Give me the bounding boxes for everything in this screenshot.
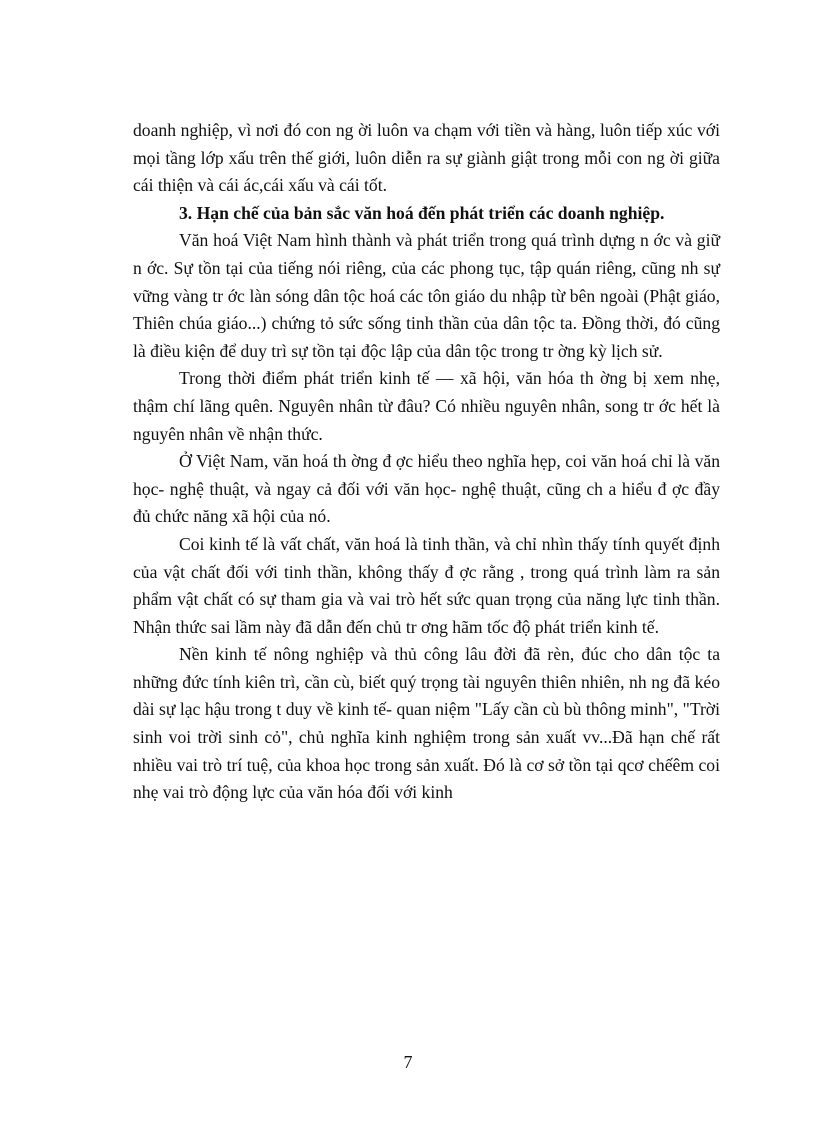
paragraph: Trong thời điểm phát triển kinh tế — xã hội, văn hóa th ờng bị xem nhẹ, thậm chí lãng quên. Nguyên nhân từ đâu? Có nhiều nguyên nhân, song tr ớc hết là nguyên nhân về nhận thức. <box>133 368 720 444</box>
paragraph-continuation: doanh nghiệp, vì nơi đó con ng ời luôn va chạm với tiền và hàng, luôn tiếp xúc với mọi tầng lớp xấu trên thế giới, luôn diễn ra sự giành giật trong mỗi con ng ời giữa cái thiện và cái ác,cái xấu và cái tốt. <box>133 120 720 196</box>
section-heading: 3. Hạn chế của bản sắc văn hoá đến phát triển các doanh nghiệp. <box>179 202 665 223</box>
body-text <box>133 117 720 807</box>
paragraph: Văn hoá Việt Nam hình thành và phát triển trong quá trình dựng n ớc và giữ n ớc. Sự tồn tại của tiếng nói riêng, của các phong tục, tập quán riêng, cũng nh sự vững vàng tr ớc làn sóng dân tộc hoá các tôn giáo du nhập từ bên ngoài (Phật giáo, Thiên chúa giáo...) chứng tỏ sức sống tinh thần của dân tộc ta. Đồng thời, đó cũng là điều kiện để duy trì sự tồn tại độc lập của dân tộc trong tr ờng kỳ lịch sử. <box>133 230 720 361</box>
paragraph: Coi kinh tế là vất chất, văn hoá là tinh thần, và chỉ nhìn thấy tính quyết định của vật chất đối với tinh thần, không thấy đ ợc rằng , trong quá trình làm ra sản phẩm vật chất có sự tham gia và vai trò hết sức quan trọng của năng lực tinh thần. Nhận thức sai lầm này đã dẫn đến chủ tr ơng hãm tốc độ phát triển kinh tế. <box>133 533 720 637</box>
paragraph: Ở Việt Nam, văn hoá th ờng đ ợc hiểu theo nghĩa hẹp, coi văn hoá chỉ là văn học- nghệ thuật, và ngay cả đối với văn học- nghệ thuật, cũng ch a hiểu đ ợc đầy đủ chức năng xã hội của nó. <box>133 451 720 527</box>
paragraph: Nền kinh tế nông nghiệp và thủ công lâu đời đã rèn, đúc cho dân tộc ta những đức tính kiên trì, cần cù, biết quý trọng tài nguyên thiên nhiên, nh ng đã kéo dài sự lạc hậu trong t duy về kinh tế- quan niệm "Lấy cần cù bù thông minh", "Trời sinh voi trời sinh cỏ", chủ nghĩa kinh nghiệm trong sản xuất vv...Đã hạn chế rất nhiều vai trò trí tuệ, của khoa học trong sản xuất. Đó là cơ sở tồn tại qcơ chếêm coi nhẹ vai trò động lực của văn hóa đối với kinh <box>133 644 720 803</box>
page-number: 7 <box>403 1052 413 1072</box>
